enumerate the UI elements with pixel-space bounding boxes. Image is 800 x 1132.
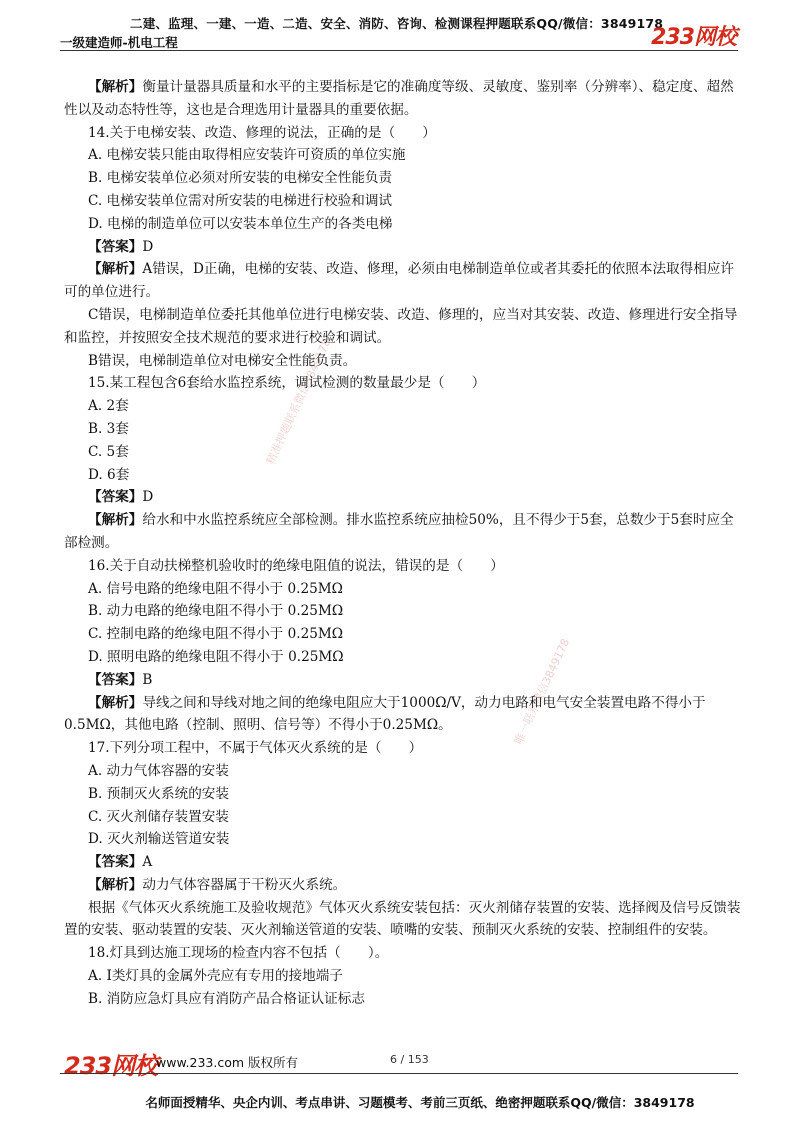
option: C. 控制电路的绝缘电阻不得小于 0.25MΩ [88, 626, 344, 643]
question-14: 14.关于电梯安装、改造、修理的说法，正确的是（ ） [88, 124, 436, 141]
option: A. 信号电路的绝缘电阻不得小于 0.25MΩ [88, 580, 343, 597]
option: B. 电梯安装单位必须对所安装的电梯安全性能负责 [88, 170, 393, 187]
option: B. 3套 [88, 420, 129, 437]
analysis-paragraph: 【解析】动力气体容器属于干粉灭火系统。 [88, 876, 347, 893]
analysis-paragraph: 【解析】给水和中水监控系统应全部检测。排水监控系统应抽检50%，且不得少于5套，总数少于5套时应全部检测。 [64, 512, 734, 551]
footer-divider [60, 1073, 738, 1074]
answer: 【答案】D [88, 489, 154, 506]
question-16: 16.关于自动扶梯整机验收时的绝缘电阻值的说法，错误的是（ ） [88, 557, 504, 574]
analysis-paragraph: 【解析】导线之间和导线对地之间的绝缘电阻应大于1000Ω/V，动力电路和电气安全装置电路不得小于0.5MΩ，其他电路（控制、照明、信号等）不得小于0.25MΩ。 [64, 694, 706, 734]
analysis-paragraph: B错误，电梯制造单位对电梯安全性能负责。 [88, 352, 357, 369]
watermark: 唯一联系微信3849178 [511, 636, 573, 747]
page-number: 6 / 153 [390, 1053, 429, 1066]
option: C. 电梯安装单位需对所安装的电梯进行校验和调试 [88, 192, 393, 209]
footer-logo: 233网校 [64, 1052, 158, 1080]
option: D. 灭火剂输送管道安装 [88, 831, 230, 848]
watermark: 精准押题联系微信3849178 [263, 336, 334, 467]
question-15: 15.某工程包含6套给水监控系统，调试检测的数量最少是（ ） [88, 375, 486, 392]
header-subtitle: 一级建造师-机电工程 [60, 35, 178, 50]
analysis-paragraph: 【解析】衡量计量器具质量和水平的主要指标是它的准确度等级、灵敏度、鉴别率（分辨率）、稳定度、超然性以及动态特性等，这也是合理选用计量器具的重要依据。 [64, 79, 734, 118]
option: C. 5套 [88, 443, 129, 460]
header-promo-line: 二建、监理、一建、一造、二造、安全、消防、咨询、检测课程押题联系QQ/微信：3849178 [130, 16, 664, 31]
question-18: 18.灯具到达施工现场的检查内容不包括（ ）。 [88, 945, 389, 962]
option: A. Ⅰ类灯具的金属外壳应有专用的接地端子 [88, 968, 343, 985]
footer-site: www.233.com 版权所有 [156, 1055, 298, 1070]
option: A. 电梯安装只能由取得相应安装许可资质的单位实施 [88, 147, 406, 164]
footer-promo-line: 名师面授精华、央企内训、考点串讲、习题模考、考前三页纸、绝密押题联系QQ/微信：3849178 [145, 1095, 695, 1110]
analysis-paragraph: C错误，电梯制造单位委托其他单位进行电梯安装、改造、修理的，应当对其安装、改造、修理进行安全指导和监控，并按照安全技术规范的要求进行校验和调试。 [64, 306, 738, 346]
header-divider [60, 50, 738, 51]
document-body [64, 76, 744, 1011]
option: D. 6套 [88, 466, 130, 483]
option: D. 照明电路的绝缘电阻不得小于 0.25MΩ [88, 648, 344, 665]
header-logo: 233网校 [651, 25, 736, 50]
analysis-paragraph: 根据《气体灭火系统施工及验收规范》气体灭火系统安装包括：灭火剂储存装置的安装、选择阀及信号反馈装置的安装、驱动装置的安装、灭火剂输送管道的安装、喷嘴的安装、预制灭火系统的安装、控制组件的安装。 [64, 899, 741, 939]
question-17: 17.下列分项工程中，不属于气体灭火系统的是（ ） [88, 740, 423, 757]
option: D. 电梯的制造单位可以安装本单位生产的各类电梯 [88, 215, 393, 232]
option: A. 2套 [88, 398, 129, 415]
option: B. 消防应急灯具应有消防产品合格证认证标志 [88, 990, 365, 1007]
answer: 【答案】A [88, 854, 153, 871]
option: B. 动力电路的绝缘电阻不得小于 0.25MΩ [88, 603, 344, 620]
analysis-paragraph: 【解析】A错误，D正确，电梯的安装、改造、修理，必须由电梯制造单位或者其委托的依照本法取得相应许可的单位进行。 [64, 261, 735, 301]
option: B. 预制灭火系统的安装 [88, 785, 229, 802]
option: A. 动力气体容器的安装 [88, 762, 229, 779]
answer: 【答案】D [88, 238, 154, 255]
option: C. 灭火剂储存装置安装 [88, 808, 229, 825]
answer: 【答案】B [88, 671, 153, 688]
